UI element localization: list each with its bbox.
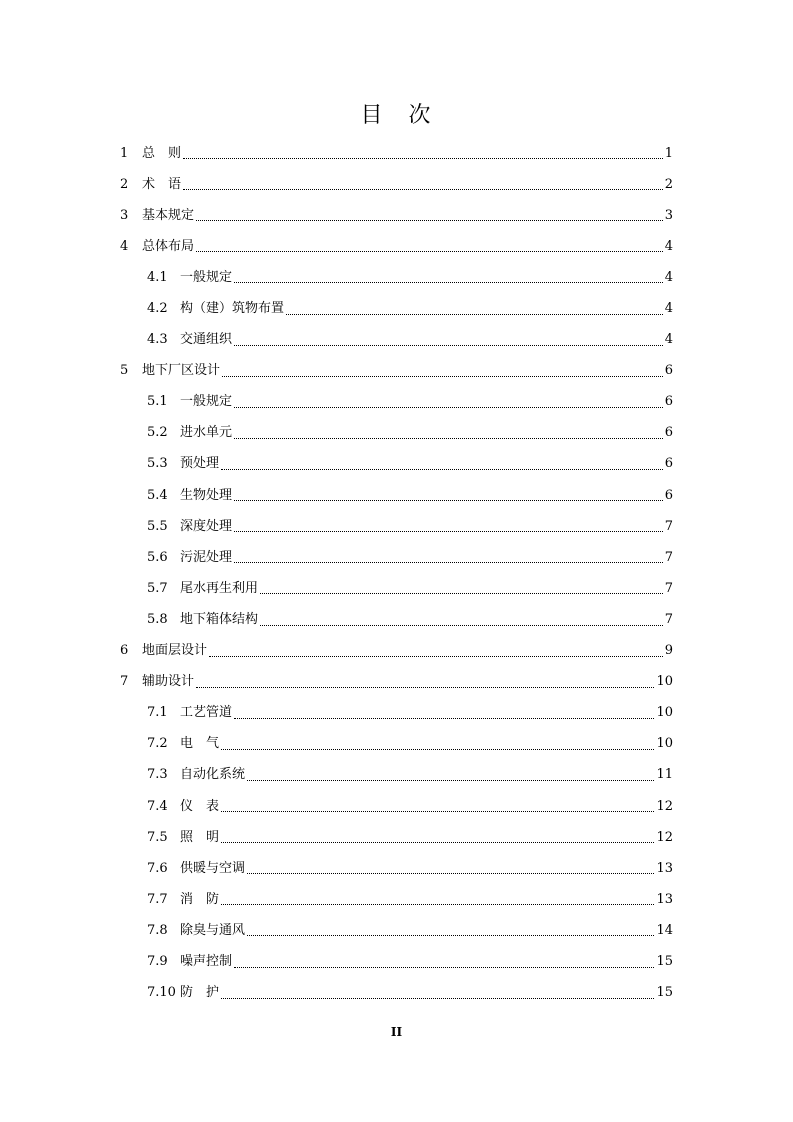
dot-leader [183, 157, 663, 159]
toc-entry-title: 噪声控制 [180, 953, 233, 969]
dot-leader [234, 437, 663, 439]
toc-subsection-entry[interactable] [0, 293, 793, 324]
toc-entry-number: 5.6 [147, 549, 168, 565]
toc-entry-number: 5 [120, 363, 129, 379]
toc-entry-page-number: 14 [656, 922, 673, 938]
toc-entry-number: 5.4 [147, 487, 168, 503]
toc-section-entry[interactable] [0, 636, 793, 667]
toc-entry-number: 5.5 [147, 518, 168, 534]
toc-entry-number: 7.5 [147, 829, 168, 845]
dot-leader [234, 499, 663, 501]
toc-entry-page-number: 9 [664, 643, 673, 659]
toc-entry-number: 7.7 [147, 891, 168, 907]
toc-entry-page-number: 10 [656, 736, 673, 752]
toc-entry-title: 地面层设计 [142, 643, 208, 659]
toc-entry-title: 术 语 [142, 176, 182, 192]
toc-entry-page-number: 4 [664, 238, 673, 254]
toc-entry-title: 地下箱体结构 [180, 611, 259, 627]
toc-subsection-entry[interactable] [0, 325, 793, 356]
toc-entry-number: 7.1 [147, 705, 168, 721]
toc-entry-page-number: 13 [656, 891, 673, 907]
toc-subsection-entry[interactable] [0, 822, 793, 853]
toc-entry-number: 5.7 [147, 580, 168, 596]
toc-entry-title: 总 则 [142, 145, 182, 161]
dot-leader [260, 624, 663, 626]
toc-entry-page-number: 6 [664, 487, 673, 503]
toc-entry-page-number: 2 [664, 176, 673, 192]
toc-entry-number: 5.1 [147, 394, 168, 410]
dot-leader [196, 219, 663, 221]
toc-entry-page-number: 10 [656, 674, 673, 690]
dot-leader [196, 250, 663, 252]
toc-entry-title: 尾水再生利用 [180, 580, 259, 596]
toc-entry-title: 生物处理 [180, 487, 233, 503]
toc-entry-title: 基本规定 [142, 207, 195, 223]
toc-entry-page-number: 6 [664, 425, 673, 441]
toc-entry-title: 供暖与空调 [180, 860, 246, 876]
toc-entry-title: 防 护 [180, 985, 220, 1001]
dot-leader [247, 872, 654, 874]
toc-entry-page-number: 4 [664, 301, 673, 317]
toc-entry-page-number: 6 [664, 363, 673, 379]
toc-entry-page-number: 7 [664, 549, 673, 565]
toc-subsection-entry[interactable] [0, 449, 793, 480]
toc-entry-number: 7.10 [147, 985, 176, 1001]
toc-subsection-entry[interactable] [0, 915, 793, 946]
toc-entry-title: 仪 表 [180, 798, 220, 814]
table-of-contents [0, 138, 793, 1009]
toc-entry-page-number: 15 [656, 985, 673, 1001]
toc-entry-title: 地下厂区设计 [142, 363, 221, 379]
toc-entry-title: 预处理 [180, 456, 220, 472]
toc-entry-number: 6 [120, 643, 129, 659]
dot-leader [247, 934, 654, 936]
dot-leader [234, 966, 654, 968]
toc-entry-title: 总体布局 [142, 238, 195, 254]
toc-entry-page-number: 6 [664, 456, 673, 472]
toc-entry-page-number: 13 [656, 860, 673, 876]
toc-subsection-entry[interactable] [0, 542, 793, 573]
toc-entry-title: 构（建）筑物布置 [180, 301, 285, 317]
toc-entry-page-number: 6 [664, 394, 673, 410]
toc-entry-title: 自动化系统 [180, 767, 246, 783]
toc-section-entry[interactable] [0, 200, 793, 231]
toc-section-entry[interactable] [0, 667, 793, 698]
toc-subsection-entry[interactable] [0, 511, 793, 542]
toc-entry-number: 7 [120, 674, 129, 690]
toc-entry-page-number: 4 [664, 269, 673, 285]
toc-subsection-entry[interactable] [0, 946, 793, 977]
toc-entry-page-number: 4 [664, 332, 673, 348]
toc-entry-number: 3 [120, 207, 129, 223]
dot-leader [222, 375, 663, 377]
toc-entry-title: 污泥处理 [180, 549, 233, 565]
dot-leader [234, 281, 663, 283]
dot-leader [234, 561, 663, 563]
toc-entry-title: 深度处理 [180, 518, 233, 534]
toc-subsection-entry[interactable] [0, 978, 793, 1009]
toc-entry-title: 工艺管道 [180, 705, 233, 721]
toc-entry-title: 电 气 [180, 736, 220, 752]
toc-subsection-entry[interactable] [0, 604, 793, 635]
toc-section-entry[interactable] [0, 231, 793, 262]
toc-entry-page-number: 15 [656, 953, 673, 969]
toc-entry-number: 5.2 [147, 425, 168, 441]
dot-leader [234, 530, 663, 532]
toc-entry-title: 照 明 [180, 829, 220, 845]
toc-section-entry[interactable] [0, 138, 793, 169]
dot-leader [221, 810, 654, 812]
page-title: 目 次 [360, 103, 433, 128]
toc-entry-number: 4 [120, 238, 129, 254]
toc-entry-number: 5.8 [147, 611, 168, 627]
toc-entry-page-number: 7 [664, 611, 673, 627]
toc-entry-page-number: 10 [656, 705, 673, 721]
toc-section-entry[interactable] [0, 169, 793, 200]
toc-entry-number: 4.2 [147, 301, 168, 317]
dot-leader [183, 188, 663, 190]
toc-entry-page-number: 12 [656, 829, 673, 845]
dot-leader [260, 592, 663, 594]
dot-leader [221, 748, 654, 750]
toc-subsection-entry[interactable] [0, 760, 793, 791]
dot-leader [209, 655, 663, 657]
dot-leader [221, 468, 663, 470]
toc-entry-title: 消 防 [180, 891, 220, 907]
dot-leader [286, 313, 663, 315]
toc-entry-number: 4.1 [147, 269, 168, 285]
toc-entry-title: 交通组织 [180, 332, 233, 348]
toc-entry-number: 7.6 [147, 860, 168, 876]
toc-entry-number: 7.2 [147, 736, 168, 752]
dot-leader [221, 841, 654, 843]
toc-entry-page-number: 7 [664, 580, 673, 596]
toc-entry-page-number: 1 [664, 145, 673, 161]
toc-entry-page-number: 3 [664, 207, 673, 223]
toc-entry-title: 进水单元 [180, 425, 233, 441]
toc-entry-number: 4.3 [147, 332, 168, 348]
toc-subsection-entry[interactable] [0, 480, 793, 511]
page-number-footer: II [390, 1025, 403, 1039]
toc-entry-number: 7.8 [147, 922, 168, 938]
toc-entry-number: 7.4 [147, 798, 168, 814]
toc-entry-number: 1 [120, 145, 129, 161]
toc-entry-title: 除臭与通风 [180, 922, 246, 938]
toc-subsection-entry[interactable] [0, 853, 793, 884]
toc-subsection-entry[interactable] [0, 791, 793, 822]
toc-entry-number: 7.9 [147, 953, 168, 969]
toc-entry-title: 一般规定 [180, 394, 233, 410]
toc-subsection-entry[interactable] [0, 418, 793, 449]
dot-leader [196, 686, 654, 688]
toc-entry-number: 5.3 [147, 456, 168, 472]
dot-leader [234, 717, 654, 719]
toc-entry-number: 7.3 [147, 767, 168, 783]
toc-subsection-entry[interactable] [0, 573, 793, 604]
toc-subsection-entry[interactable] [0, 729, 793, 760]
toc-entry-page-number: 11 [656, 767, 673, 783]
toc-section-entry[interactable] [0, 356, 793, 387]
toc-entry-title: 一般规定 [180, 269, 233, 285]
toc-entry-title: 辅助设计 [142, 674, 195, 690]
toc-entry-number: 2 [120, 176, 129, 192]
dot-leader [221, 903, 654, 905]
toc-entry-page-number: 7 [664, 518, 673, 534]
dot-leader [234, 344, 663, 346]
toc-subsection-entry[interactable] [0, 884, 793, 915]
toc-subsection-entry[interactable] [0, 262, 793, 293]
toc-subsection-entry[interactable] [0, 698, 793, 729]
toc-subsection-entry[interactable] [0, 387, 793, 418]
toc-entry-page-number: 12 [656, 798, 673, 814]
dot-leader [247, 779, 654, 781]
dot-leader [234, 406, 663, 408]
dot-leader [221, 997, 654, 999]
